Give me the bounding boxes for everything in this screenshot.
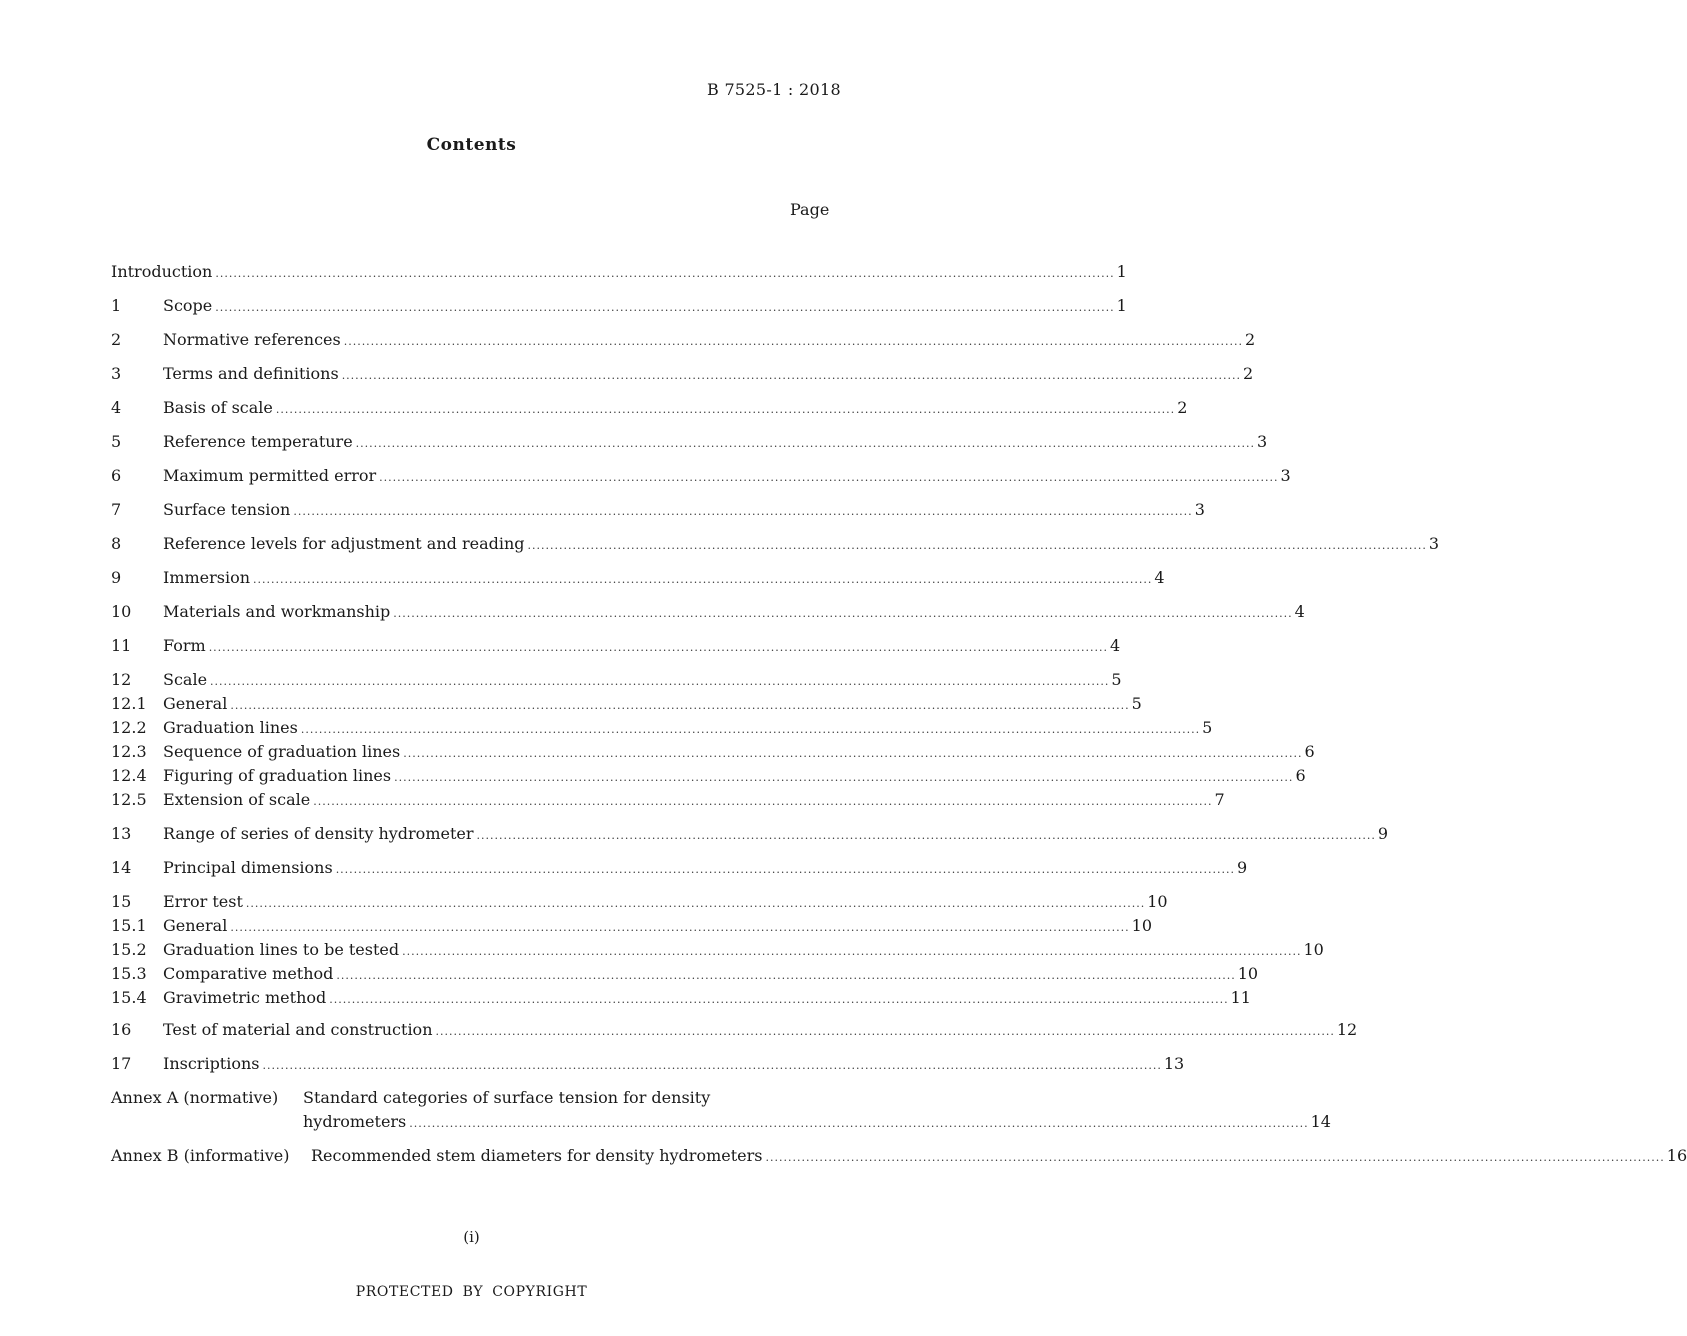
annex-b-label: Annex B (informative) — [111, 1146, 290, 1165]
toc-entry-page: 10 — [1303, 940, 1324, 959]
dot-leader: ........................................................................................................................................................................................................ — [208, 641, 1109, 654]
toc-entry-page: 4 — [1110, 636, 1121, 655]
toc-entry[interactable] — [111, 329, 1256, 351]
toc-entry[interactable] — [111, 1053, 1185, 1075]
toc-entry-page: 13 — [1163, 1054, 1185, 1073]
toc-entry-page: 3 — [1257, 432, 1268, 451]
toc-entry-page: 12 — [1336, 1020, 1358, 1039]
toc-entry[interactable] — [111, 741, 1315, 763]
toc-entry-page: 2 — [1243, 364, 1254, 383]
toc-entry-title: Gravimetric method — [163, 988, 327, 1007]
toc-entry-page: 9 — [1237, 858, 1248, 877]
toc-entry-page: 3 — [1428, 534, 1440, 553]
page-title: Contents — [426, 135, 517, 155]
toc-entry-title: Reference levels for adjustment and reading — [163, 534, 525, 553]
dot-leader: ........................................................................................................................................................................................................ — [765, 1151, 1665, 1164]
toc-entry-page: 10 — [1237, 964, 1259, 983]
toc-entry-page: 10 — [1131, 916, 1153, 935]
toc-entry[interactable] — [111, 635, 1121, 657]
toc-entry-page: 6 — [1304, 742, 1315, 761]
copyright-notice: PROTECTED BY COPYRIGHT — [355, 1284, 588, 1300]
toc-entry-number: 6 — [111, 466, 122, 485]
toc-entry-title: Maximum permitted error — [163, 466, 377, 485]
toc-entry-page: 5 — [1111, 670, 1122, 689]
dot-leader: ........................................................................................................................................................................................................ — [215, 301, 1115, 314]
standard-number: B 7525-1 : 2018 — [707, 80, 841, 99]
page-number: (i) — [463, 1228, 480, 1246]
toc-entry-number: 15.2 — [111, 940, 147, 959]
dot-leader: ........................................................................................................................................................................................................ — [230, 699, 1130, 712]
toc-entry-number: 12.4 — [111, 766, 147, 785]
toc-entry[interactable] — [111, 915, 1153, 937]
toc-entry-title: hydrometers — [303, 1112, 407, 1131]
dot-leader: ........................................................................................................................................................................................................ — [335, 863, 1236, 876]
annex-a-label: Annex A (normative) — [111, 1088, 279, 1107]
toc-entry-title: Principal dimensions — [163, 858, 333, 877]
toc-entry-title: Terms and definitions — [163, 364, 339, 383]
toc-entry-title: General — [163, 916, 228, 935]
toc-entry-number: 14 — [111, 858, 132, 877]
dot-leader: ........................................................................................................................................................................................................ — [210, 675, 1110, 688]
dot-leader: ........................................................................................................................................................................................................ — [293, 505, 1193, 518]
toc-entry[interactable] — [111, 431, 1268, 453]
toc-entry-number: 15.4 — [111, 988, 147, 1007]
toc-entry-title: Scale — [163, 670, 208, 689]
toc-entry-title: Comparative method — [163, 964, 334, 983]
dot-leader: ........................................................................................................................................................................................................ — [341, 369, 1242, 382]
toc-entry-number: 10 — [111, 602, 132, 621]
toc-entry-number: 15 — [111, 892, 132, 911]
toc-entry-page: 7 — [1214, 790, 1225, 809]
toc-entry[interactable] — [111, 397, 1188, 419]
toc-entry-number: 17 — [111, 1054, 132, 1073]
toc-entry-number: 1 — [111, 296, 122, 315]
toc-entry-page: 3 — [1194, 500, 1205, 519]
toc-entry-page: 10 — [1147, 892, 1168, 911]
toc-entry-number: 12 — [111, 670, 132, 689]
toc-entry[interactable] — [111, 1019, 1358, 1041]
toc-entry-number: 7 — [111, 500, 122, 519]
toc-entry-title: Basis of scale — [163, 398, 273, 417]
dot-leader: ........................................................................................................................................................................................................ — [253, 573, 1153, 586]
toc-entry-page: 9 — [1377, 824, 1389, 843]
toc-entry-title: Normative references — [163, 330, 341, 349]
toc-entry-title: Surface tension — [163, 500, 291, 519]
dot-leader: ........................................................................................................................................................................................................ — [355, 437, 1255, 450]
dot-leader: ........................................................................................................................................................................................................ — [336, 969, 1236, 982]
toc-entry-page: 4 — [1154, 568, 1165, 587]
toc-entry-title: Form — [163, 636, 206, 655]
toc-entry-title: Extension of scale — [163, 790, 311, 809]
toc-entry-page: 3 — [1280, 466, 1291, 485]
toc-entry[interactable] — [111, 765, 1306, 787]
toc-entry[interactable] — [111, 891, 1168, 913]
dot-leader: ........................................................................................................................................................................................................ — [402, 945, 1302, 958]
dot-leader: ........................................................................................................................................................................................................ — [245, 897, 1146, 910]
toc-entry[interactable] — [111, 533, 1440, 555]
toc-entry-number: 8 — [111, 534, 122, 553]
toc-entry-title: Introduction — [111, 262, 213, 281]
toc-entry[interactable] — [111, 789, 1225, 811]
dot-leader: ........................................................................................................................................................................................................ — [476, 829, 1376, 842]
toc-entry-page: 14 — [1310, 1112, 1331, 1131]
toc-entry-number: 15.1 — [111, 916, 147, 935]
toc-entry-number: 2 — [111, 330, 122, 349]
dot-leader: ........................................................................................................................................................................................................ — [230, 921, 1130, 934]
toc-entry-number: 12.2 — [111, 718, 147, 737]
toc-entry[interactable] — [111, 693, 1142, 715]
dot-leader: ........................................................................................................................................................................................................ — [379, 471, 1279, 484]
toc-entry-number: 12.5 — [111, 790, 147, 809]
toc-entry-number: 9 — [111, 568, 122, 587]
dot-leader: ........................................................................................................................................................................................................ — [403, 747, 1303, 760]
dot-leader: ........................................................................................................................................................................................................ — [275, 403, 1176, 416]
toc-entry[interactable] — [111, 669, 1122, 691]
toc-entry-title: Graduation lines to be tested — [163, 940, 400, 959]
toc-entry-title: Range of series of density hydrometer — [163, 824, 474, 843]
dot-leader: ........................................................................................................................................................................................................ — [313, 795, 1213, 808]
dot-leader: ........................................................................................................................................................................................................ — [343, 335, 1244, 348]
toc-entry-title: Scope — [163, 296, 213, 315]
dot-leader: ........................................................................................................................................................................................................ — [215, 267, 1115, 280]
dot-leader: ........................................................................................................................................................................................................ — [329, 993, 1229, 1006]
toc-entry-number: 5 — [111, 432, 122, 451]
toc-entry-page: 2 — [1245, 330, 1256, 349]
toc-entry[interactable] — [111, 857, 1248, 879]
toc-entry[interactable] — [111, 987, 1251, 1009]
toc-entry-title: Inscriptions — [163, 1054, 260, 1073]
toc-entry[interactable] — [111, 567, 1165, 589]
toc-entry[interactable] — [111, 499, 1205, 521]
toc-entry-page: 6 — [1295, 766, 1306, 785]
toc-entry-title: Test of material and construction — [163, 1020, 433, 1039]
annex-a-title-line1[interactable]: Standard categories of surface tension for density — [303, 1088, 711, 1107]
dot-leader: ........................................................................................................................................................................................................ — [435, 1025, 1335, 1038]
toc-entry-page: 4 — [1294, 602, 1305, 621]
toc-entry[interactable] — [111, 601, 1305, 623]
page-column-label: Page — [790, 200, 830, 219]
toc-entry-title: Reference temperature — [163, 432, 353, 451]
toc-entry[interactable] — [111, 823, 1389, 845]
toc-entry-annex-b[interactable] — [111, 1145, 1687, 1167]
toc-entry-title: Figuring of graduation lines — [163, 766, 392, 785]
toc-entry[interactable] — [111, 363, 1254, 385]
toc-entry[interactable] — [111, 295, 1127, 317]
toc-entry-page: 1 — [1116, 262, 1127, 281]
toc-entry-page: 16 — [1666, 1146, 1687, 1165]
toc-entry-title: Graduation lines — [163, 718, 298, 737]
toc-entry-title: Materials and workmanship — [163, 602, 391, 621]
toc-entry[interactable] — [111, 963, 1259, 985]
toc-entry-page: 5 — [1202, 718, 1213, 737]
toc-entry-number: 13 — [111, 824, 132, 843]
toc-entry-title: General — [163, 694, 228, 713]
toc-entry-title: Error test — [163, 892, 243, 911]
toc-entry-page: 2 — [1177, 398, 1188, 417]
toc-entry-introduction[interactable] — [111, 261, 1127, 283]
toc-entry-number: 16 — [111, 1020, 132, 1039]
toc-entry-page: 5 — [1131, 694, 1142, 713]
toc-entry-number: 12.1 — [111, 694, 147, 713]
toc-entry-title: Immersion — [163, 568, 251, 587]
toc-entry-number: 11 — [111, 636, 132, 655]
dot-leader: ........................................................................................................................................................................................................ — [394, 771, 1294, 784]
toc-entry[interactable] — [111, 465, 1291, 487]
toc-entry-number: 4 — [111, 398, 122, 417]
toc-entry-page: 11 — [1230, 988, 1251, 1007]
toc-entry-title: Recommended stem diameters for density hydrometers — [311, 1146, 763, 1165]
toc-entry-page: 1 — [1116, 296, 1127, 315]
toc-entry-number: 15.3 — [111, 964, 147, 983]
dot-leader: ........................................................................................................................................................................................................ — [262, 1059, 1162, 1072]
toc-entry-title: Sequence of graduation lines — [163, 742, 401, 761]
toc-entry[interactable] — [111, 939, 1324, 961]
toc-entry-number: 12.3 — [111, 742, 147, 761]
dot-leader: ........................................................................................................................................................................................................ — [393, 607, 1293, 620]
dot-leader: ........................................................................................................................................................................................................ — [300, 723, 1201, 736]
dot-leader: ........................................................................................................................................................................................................ — [527, 539, 1427, 552]
toc-entry[interactable] — [111, 717, 1213, 739]
dot-leader: ........................................................................................................................................................................................................ — [409, 1117, 1309, 1130]
toc-entry-number: 3 — [111, 364, 122, 383]
